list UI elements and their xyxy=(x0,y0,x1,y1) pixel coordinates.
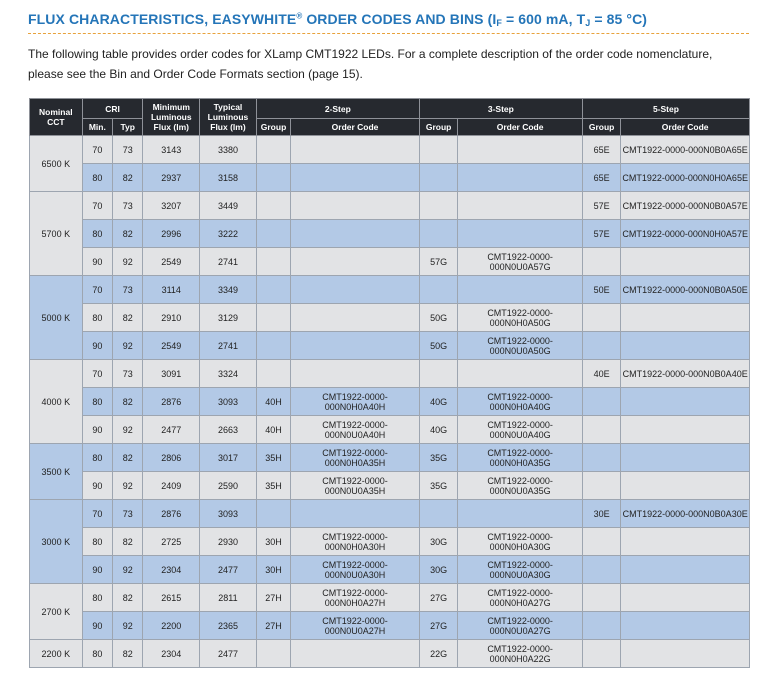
step2-group-cell: 30H xyxy=(256,556,290,584)
min-flux-cell: 2477 xyxy=(143,416,200,444)
step5-group-cell: 57E xyxy=(582,220,620,248)
step5-group-cell: 50E xyxy=(582,276,620,304)
step3-order-code-cell: CMT1922-0000-000N0H0A35G xyxy=(458,444,583,472)
step2-order-code-cell xyxy=(291,500,420,528)
typ-flux-cell: 3380 xyxy=(200,136,257,164)
step2-group-cell xyxy=(256,276,290,304)
step5-order-code-cell xyxy=(621,304,750,332)
min-flux-cell: 3114 xyxy=(143,276,200,304)
min-flux-cell: 2876 xyxy=(143,388,200,416)
step2-order-code-cell xyxy=(291,248,420,276)
typ-flux-cell: 2477 xyxy=(200,640,257,668)
cri-typ-cell: 82 xyxy=(113,444,143,472)
cri-min-cell: 80 xyxy=(82,304,112,332)
table-row xyxy=(30,444,750,472)
table-row xyxy=(30,388,750,416)
step3-order-code-cell: CMT1922-0000-000N0H0A27G xyxy=(458,584,583,612)
header-3-step: 3-Step xyxy=(419,99,582,119)
order-codes-table xyxy=(29,98,750,668)
cri-min-cell: 90 xyxy=(82,248,112,276)
nominal-cct-cell: 5000 K xyxy=(30,276,83,360)
typ-flux-cell: 2741 xyxy=(200,248,257,276)
step3-group-cell: 35G xyxy=(419,472,457,500)
min-flux-cell: 2876 xyxy=(143,500,200,528)
min-flux-cell: 3091 xyxy=(143,360,200,388)
step5-group-cell xyxy=(582,584,620,612)
step3-order-code-cell: CMT1922-0000-000N0U0A57G xyxy=(458,248,583,276)
cri-min-cell: 70 xyxy=(82,360,112,388)
step3-order-code-cell: CMT1922-0000-000N0H0A22G xyxy=(458,640,583,668)
table-row xyxy=(30,332,750,360)
table-row xyxy=(30,164,750,192)
step3-order-code-cell: CMT1922-0000-000N0U0A30G xyxy=(458,556,583,584)
table-row xyxy=(30,556,750,584)
cri-min-cell: 90 xyxy=(82,472,112,500)
step2-group-cell: 40H xyxy=(256,388,290,416)
step5-group-cell xyxy=(582,612,620,640)
table-row xyxy=(30,192,750,220)
cri-min-cell: 80 xyxy=(82,640,112,668)
step5-order-code-cell: CMT1922-0000-000N0B0A50E xyxy=(621,276,750,304)
step3-group-cell: 57G xyxy=(419,248,457,276)
step3-order-code-cell: CMT1922-0000-000N0H0A40G xyxy=(458,388,583,416)
header-cri: CRI xyxy=(82,99,143,119)
step2-group-cell xyxy=(256,360,290,388)
step3-order-code-cell xyxy=(458,192,583,220)
step3-group-cell xyxy=(419,276,457,304)
cri-typ-cell: 82 xyxy=(113,528,143,556)
typ-flux-cell: 2477 xyxy=(200,556,257,584)
intro-paragraph: The following table provides order codes for XLamp CMT1922 LEDs. For a complete description of the order code nomenclature, please see the Bin and Order Code Formats section (page 15). xyxy=(28,47,713,81)
table-row xyxy=(30,584,750,612)
step5-order-code-cell xyxy=(621,248,750,276)
cri-typ-cell: 73 xyxy=(113,276,143,304)
step5-group-cell: 57E xyxy=(582,192,620,220)
nominal-cct-cell: 2700 K xyxy=(30,584,83,640)
step3-group-cell xyxy=(419,360,457,388)
header-2step-order-code: Order Code xyxy=(291,119,420,136)
step2-group-cell xyxy=(256,248,290,276)
table-row xyxy=(30,472,750,500)
cri-typ-cell: 92 xyxy=(113,248,143,276)
cri-typ-cell: 73 xyxy=(113,192,143,220)
step3-group-cell: 30G xyxy=(419,528,457,556)
step5-order-code-cell: CMT1922-0000-000N0B0A40E xyxy=(621,360,750,388)
min-flux-cell: 2725 xyxy=(143,528,200,556)
step2-order-code-cell: CMT1922-0000-000N0U0A27H xyxy=(291,612,420,640)
step2-order-code-cell: CMT1922-0000-000N0H0A30H xyxy=(291,528,420,556)
header-2-step: 2-Step xyxy=(256,99,419,119)
step3-group-cell: 27G xyxy=(419,584,457,612)
typ-flux-cell: 2365 xyxy=(200,612,257,640)
typ-flux-cell: 3222 xyxy=(200,220,257,248)
step5-order-code-cell: CMT1922-0000-000N0B0A65E xyxy=(621,136,750,164)
step2-order-code-cell xyxy=(291,640,420,668)
step3-order-code-cell xyxy=(458,276,583,304)
step3-group-cell: 40G xyxy=(419,388,457,416)
table-row xyxy=(30,248,750,276)
step5-group-cell xyxy=(582,416,620,444)
cri-typ-cell: 92 xyxy=(113,472,143,500)
cri-typ-cell: 82 xyxy=(113,388,143,416)
min-flux-cell: 2937 xyxy=(143,164,200,192)
step3-order-code-cell xyxy=(458,500,583,528)
header-cri-min: Min. xyxy=(82,119,112,136)
step2-group-cell xyxy=(256,640,290,668)
min-flux-cell: 2806 xyxy=(143,444,200,472)
step5-order-code-cell xyxy=(621,444,750,472)
min-flux-cell: 3143 xyxy=(143,136,200,164)
step2-order-code-cell xyxy=(291,164,420,192)
step2-order-code-cell: CMT1922-0000-000N0H0A40H xyxy=(291,388,420,416)
step3-order-code-cell xyxy=(458,220,583,248)
step5-order-code-cell xyxy=(621,528,750,556)
header-typ-flux: Typical Luminous Flux (lm) xyxy=(200,99,257,136)
step3-group-cell: 30G xyxy=(419,556,457,584)
step5-order-code-cell: CMT1922-0000-000N0B0A30E xyxy=(621,500,750,528)
header-3step-group: Group xyxy=(419,119,457,136)
typ-flux-cell: 2590 xyxy=(200,472,257,500)
cri-min-cell: 70 xyxy=(82,276,112,304)
cri-typ-cell: 82 xyxy=(113,584,143,612)
step5-group-cell xyxy=(582,304,620,332)
typ-flux-cell: 2741 xyxy=(200,332,257,360)
cri-typ-cell: 73 xyxy=(113,136,143,164)
cri-typ-cell: 82 xyxy=(113,304,143,332)
cri-typ-cell: 82 xyxy=(113,164,143,192)
cri-min-cell: 90 xyxy=(82,332,112,360)
table-row xyxy=(30,276,750,304)
step2-group-cell xyxy=(256,332,290,360)
header-5-step: 5-Step xyxy=(582,99,749,119)
step5-group-cell xyxy=(582,556,620,584)
step5-group-cell: 65E xyxy=(582,136,620,164)
step2-group-cell xyxy=(256,500,290,528)
typ-flux-cell: 3324 xyxy=(200,360,257,388)
min-flux-cell: 2615 xyxy=(143,584,200,612)
typ-flux-cell: 3449 xyxy=(200,192,257,220)
step2-group-cell xyxy=(256,192,290,220)
cri-typ-cell: 82 xyxy=(113,640,143,668)
step2-group-cell: 35H xyxy=(256,472,290,500)
table-header xyxy=(30,99,750,136)
cri-min-cell: 80 xyxy=(82,444,112,472)
table-row xyxy=(30,136,750,164)
header-5step-group: Group xyxy=(582,119,620,136)
step5-order-code-cell: CMT1922-0000-000N0B0A57E xyxy=(621,192,750,220)
nominal-cct-cell: 2200 K xyxy=(30,640,83,668)
typ-flux-cell: 2811 xyxy=(200,584,257,612)
step5-group-cell xyxy=(582,248,620,276)
step2-order-code-cell xyxy=(291,276,420,304)
nominal-cct-cell: 3000 K xyxy=(30,500,83,584)
typ-flux-cell: 3093 xyxy=(200,500,257,528)
table-row xyxy=(30,304,750,332)
min-flux-cell: 2996 xyxy=(143,220,200,248)
min-flux-cell: 2409 xyxy=(143,472,200,500)
table-row xyxy=(30,220,750,248)
step5-group-cell: 40E xyxy=(582,360,620,388)
step5-group-cell xyxy=(582,332,620,360)
step5-group-cell xyxy=(582,472,620,500)
step2-group-cell: 40H xyxy=(256,416,290,444)
header-cri-typ: Typ xyxy=(113,119,143,136)
section-title: FLUX CHARACTERISTICS, EASYWHITE® ORDER CODES AND BINS ($I_F = 600$ mA, $T_J = 85$ °C) xyxy=(28,11,648,28)
header-5step-order-code: Order Code xyxy=(621,119,750,136)
step3-group-cell: 35G xyxy=(419,444,457,472)
step3-order-code-cell xyxy=(458,136,583,164)
step5-group-cell xyxy=(582,388,620,416)
cri-typ-cell: 73 xyxy=(113,500,143,528)
header-2step-group: Group xyxy=(256,119,290,136)
step3-order-code-cell: CMT1922-0000-000N0U0A27G xyxy=(458,612,583,640)
table-body xyxy=(30,136,750,668)
cri-min-cell: 80 xyxy=(82,584,112,612)
typ-flux-cell: 3093 xyxy=(200,388,257,416)
step2-group-cell xyxy=(256,136,290,164)
table-row xyxy=(30,500,750,528)
step5-group-cell xyxy=(582,528,620,556)
step2-order-code-cell xyxy=(291,332,420,360)
header-nominal-cct: Nominal CCT xyxy=(30,99,83,136)
step2-order-code-cell: CMT1922-0000-000N0U0A30H xyxy=(291,556,420,584)
step2-order-code-cell xyxy=(291,136,420,164)
cri-min-cell: 80 xyxy=(82,528,112,556)
step3-order-code-cell xyxy=(458,164,583,192)
cri-min-cell: 90 xyxy=(82,416,112,444)
step5-group-cell xyxy=(582,444,620,472)
step2-group-cell: 27H xyxy=(256,584,290,612)
step3-order-code-cell: CMT1922-0000-000N0H0A50G xyxy=(458,304,583,332)
step2-order-code-cell: CMT1922-0000-000N0U0A40H xyxy=(291,416,420,444)
step3-group-cell xyxy=(419,500,457,528)
table-row xyxy=(30,640,750,668)
step2-order-code-cell: CMT1922-0000-000N0U0A35H xyxy=(291,472,420,500)
table-row xyxy=(30,528,750,556)
nominal-cct-cell: 6500 K xyxy=(30,136,83,192)
step2-group-cell: 35H xyxy=(256,444,290,472)
step5-order-code-cell xyxy=(621,388,750,416)
header-min-flux: Minimum Luminous Flux (lm) xyxy=(143,99,200,136)
step5-order-code-cell xyxy=(621,640,750,668)
min-flux-cell: 2910 xyxy=(143,304,200,332)
typ-flux-cell: 3158 xyxy=(200,164,257,192)
min-flux-cell: 2304 xyxy=(143,556,200,584)
cri-min-cell: 80 xyxy=(82,164,112,192)
step3-group-cell: 40G xyxy=(419,416,457,444)
table-row xyxy=(30,612,750,640)
step2-order-code-cell xyxy=(291,192,420,220)
cri-typ-cell: 73 xyxy=(113,360,143,388)
step3-group-cell xyxy=(419,136,457,164)
cri-min-cell: 80 xyxy=(82,388,112,416)
step3-order-code-cell: CMT1922-0000-000N0U0A50G xyxy=(458,332,583,360)
cri-min-cell: 70 xyxy=(82,500,112,528)
step5-order-code-cell xyxy=(621,584,750,612)
step2-order-code-cell: CMT1922-0000-000N0H0A35H xyxy=(291,444,420,472)
cri-min-cell: 70 xyxy=(82,192,112,220)
min-flux-cell: 2304 xyxy=(143,640,200,668)
cri-typ-cell: 92 xyxy=(113,332,143,360)
cri-typ-cell: 92 xyxy=(113,416,143,444)
cri-typ-cell: 92 xyxy=(113,556,143,584)
step3-group-cell xyxy=(419,164,457,192)
title-divider xyxy=(28,33,749,34)
step2-group-cell: 30H xyxy=(256,528,290,556)
min-flux-cell: 3207 xyxy=(143,192,200,220)
typ-flux-cell: 3017 xyxy=(200,444,257,472)
table-row xyxy=(30,360,750,388)
step5-order-code-cell xyxy=(621,332,750,360)
typ-flux-cell: 2930 xyxy=(200,528,257,556)
step2-order-code-cell: CMT1922-0000-000N0H0A27H xyxy=(291,584,420,612)
step2-group-cell: 27H xyxy=(256,612,290,640)
step3-group-cell: 50G xyxy=(419,332,457,360)
step5-order-code-cell xyxy=(621,472,750,500)
step3-order-code-cell: CMT1922-0000-000N0U0A40G xyxy=(458,416,583,444)
step3-group-cell xyxy=(419,192,457,220)
cri-min-cell: 70 xyxy=(82,136,112,164)
table-row xyxy=(30,416,750,444)
step2-group-cell xyxy=(256,164,290,192)
cri-min-cell: 80 xyxy=(82,220,112,248)
step2-order-code-cell xyxy=(291,360,420,388)
typ-flux-cell: 2663 xyxy=(200,416,257,444)
step5-group-cell xyxy=(582,640,620,668)
step5-group-cell: 30E xyxy=(582,500,620,528)
min-flux-cell: 2200 xyxy=(143,612,200,640)
nominal-cct-cell: 4000 K xyxy=(30,360,83,444)
step5-order-code-cell xyxy=(621,612,750,640)
step3-group-cell: 27G xyxy=(419,612,457,640)
nominal-cct-cell: 3500 K xyxy=(30,444,83,500)
step3-group-cell: 22G xyxy=(419,640,457,668)
min-flux-cell: 2549 xyxy=(143,248,200,276)
min-flux-cell: 2549 xyxy=(143,332,200,360)
step2-group-cell xyxy=(256,220,290,248)
step3-order-code-cell: CMT1922-0000-000N0U0A35G xyxy=(458,472,583,500)
cri-typ-cell: 82 xyxy=(113,220,143,248)
step2-order-code-cell xyxy=(291,220,420,248)
step5-group-cell: 65E xyxy=(582,164,620,192)
step3-order-code-cell: CMT1922-0000-000N0H0A30G xyxy=(458,528,583,556)
step2-order-code-cell xyxy=(291,304,420,332)
nominal-cct-cell: 5700 K xyxy=(30,192,83,276)
cri-typ-cell: 92 xyxy=(113,612,143,640)
cri-min-cell: 90 xyxy=(82,556,112,584)
step2-group-cell xyxy=(256,304,290,332)
cri-min-cell: 90 xyxy=(82,612,112,640)
step5-order-code-cell: CMT1922-0000-000N0H0A57E xyxy=(621,220,750,248)
step5-order-code-cell xyxy=(621,416,750,444)
typ-flux-cell: 3129 xyxy=(200,304,257,332)
step3-group-cell: 50G xyxy=(419,304,457,332)
step3-group-cell xyxy=(419,220,457,248)
typ-flux-cell: 3349 xyxy=(200,276,257,304)
step5-order-code-cell xyxy=(621,556,750,584)
header-3step-order-code: Order Code xyxy=(458,119,583,136)
step3-order-code-cell xyxy=(458,360,583,388)
step5-order-code-cell: CMT1922-0000-000N0H0A65E xyxy=(621,164,750,192)
